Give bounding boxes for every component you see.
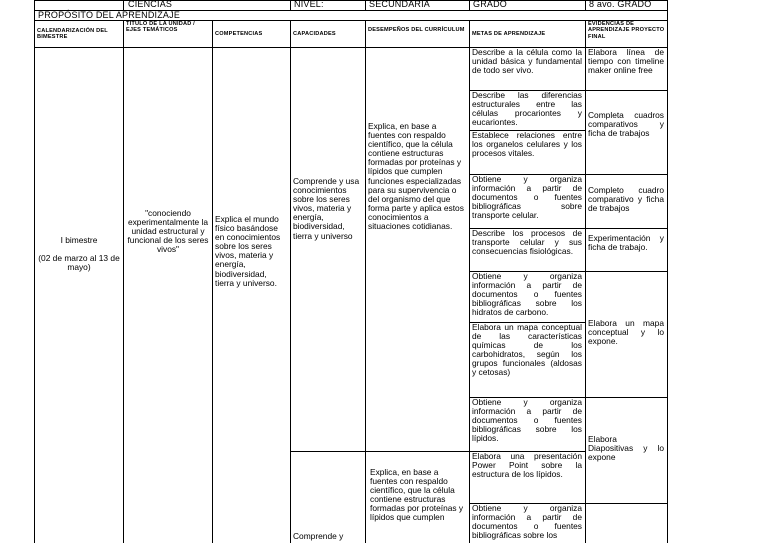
goal-item: Elabora una presentación Power Point sobre la estructura de los lípidos. (472, 451, 582, 480)
table-rule (365, 20, 366, 543)
level-label: NIVEL: (294, 0, 324, 9)
column-header-unit: TÍTULO DE LA UNIDAD / EJES TEMÁTICOS (126, 21, 195, 34)
evidence-item: Completo cuadro comparativo y ficha de trabajos (588, 185, 664, 214)
goal-item: Establece relaciones entre los organelos celulares y los procesos vitales. (472, 130, 582, 159)
table-rule (290, 451, 469, 452)
goal-item: Obtiene y organiza información a partir de documentos o fuentes bibliográficas sobre los lípidos. (472, 397, 582, 444)
capacity-text: Comprende y usa conocimientos sobre los seres vivos, materia y energía, biodiversidad, tierra y universo (293, 176, 360, 241)
area-value: CIENCIAS (128, 0, 173, 9)
grade-value: 8 avo. GRADO (589, 0, 652, 9)
table-rule (469, 0, 470, 10)
performance-text: Explica, en base a fuentes con respaldo científico, que la célula contiene estructuras formadas por proteínas y lípidos que cumplen (370, 467, 464, 523)
table-rule (667, 0, 668, 543)
table-rule (585, 228, 667, 229)
level-value: SECUNDARIA (369, 0, 431, 9)
table-rule (365, 0, 366, 10)
table-rule (469, 20, 470, 543)
purpose-label: PROPÓSITO DEL APRENDIZAJE (38, 10, 181, 20)
goal-item: Obtiene y organiza información a partir de documentos o fuentes bibliográficas sobre los hidratos de carbono. (472, 271, 582, 318)
table-rule (585, 397, 667, 398)
evidence-item: Elabora un mapa conceptual y lo expone. (588, 318, 664, 347)
table-rule (123, 20, 124, 543)
column-header-evidence: EVIDENCIAS DE APRENDIZAJE PROYECTO FINAL (588, 21, 665, 40)
grade-label: GRADO (473, 0, 508, 9)
evidence-item: Experimentación y ficha de trabajo. (588, 233, 664, 253)
table-rule (123, 0, 124, 10)
capacity-text: Comprende y (293, 531, 344, 541)
table-rule (585, 90, 667, 91)
table-rule (585, 271, 667, 272)
column-header-calendar: CALENDARIZACIÓN DEL BIMESTRE (37, 28, 108, 41)
goal-item: Describe a la célula como la unidad básica y fundamental de todo ser vivo. (472, 47, 582, 76)
table-rule (34, 0, 35, 543)
goal-item: Obtiene y organiza información a partir de documentos o fuentes bibliográficas sobre transporte celular. (472, 174, 582, 221)
competency-text: Explica el mundo físico basándose en conocimientos sobre los seres vivos, materia y energía, biodiversidad, tierra y universo. (215, 214, 281, 288)
column-header-performance: DESEMPEÑOS DEL CURRÍCULUM (368, 27, 465, 33)
bimester-name: I bimestre (60, 235, 98, 245)
goal-item: Describe los procesos de transporte celular y sus consecuencias fisiológicas. (472, 228, 582, 257)
bimester-dates: (02 de marzo al 13 de mayo) (38, 253, 120, 273)
evidence-item: Elabora Diapositivas y lo expone (588, 434, 664, 463)
column-header-capacities: CAPACIDADES (293, 31, 336, 37)
evidence-item: Elabora línea de tiempo con timeline maker online free (588, 47, 664, 76)
goal-item: Obtiene y organiza información a partir de documentos o fuentes bibliográficas sobre los (472, 503, 582, 541)
column-header-competencies: COMPETENCIAS (215, 31, 263, 37)
column-header-goals: METAS DE APRENDIZAJE (472, 31, 546, 37)
table-rule (585, 20, 586, 543)
unit-title: "conociendo experimentalmente la unidad estructural y funcional de los seres vivos" (127, 208, 209, 255)
evidence-item: Completa cuadros comparativos y ficha de trabajos (588, 110, 664, 139)
table-rule (290, 20, 291, 543)
goal-item: Elabora un mapa conceptual de las características químicas de los carbohidratos, según los grupos funcionales (aldosas y cetosas) (472, 322, 582, 378)
table-rule (212, 20, 213, 543)
table-rule (585, 174, 667, 175)
table-rule (585, 503, 667, 504)
table-rule (585, 0, 586, 10)
goal-item: Describe las diferencias estructurales entre las células procariontes y eucariontes. (472, 90, 582, 128)
performance-text: Explica, en base a fuentes con respaldo científico, que la célula contiene estructuras formadas por proteínas y lípidos que cumplen funciones especializadas para su supervivencia o del organismo del que forma parte y aplica estos conocimientos a situaciones cotidianas. (368, 121, 464, 232)
table-rule (290, 0, 291, 10)
